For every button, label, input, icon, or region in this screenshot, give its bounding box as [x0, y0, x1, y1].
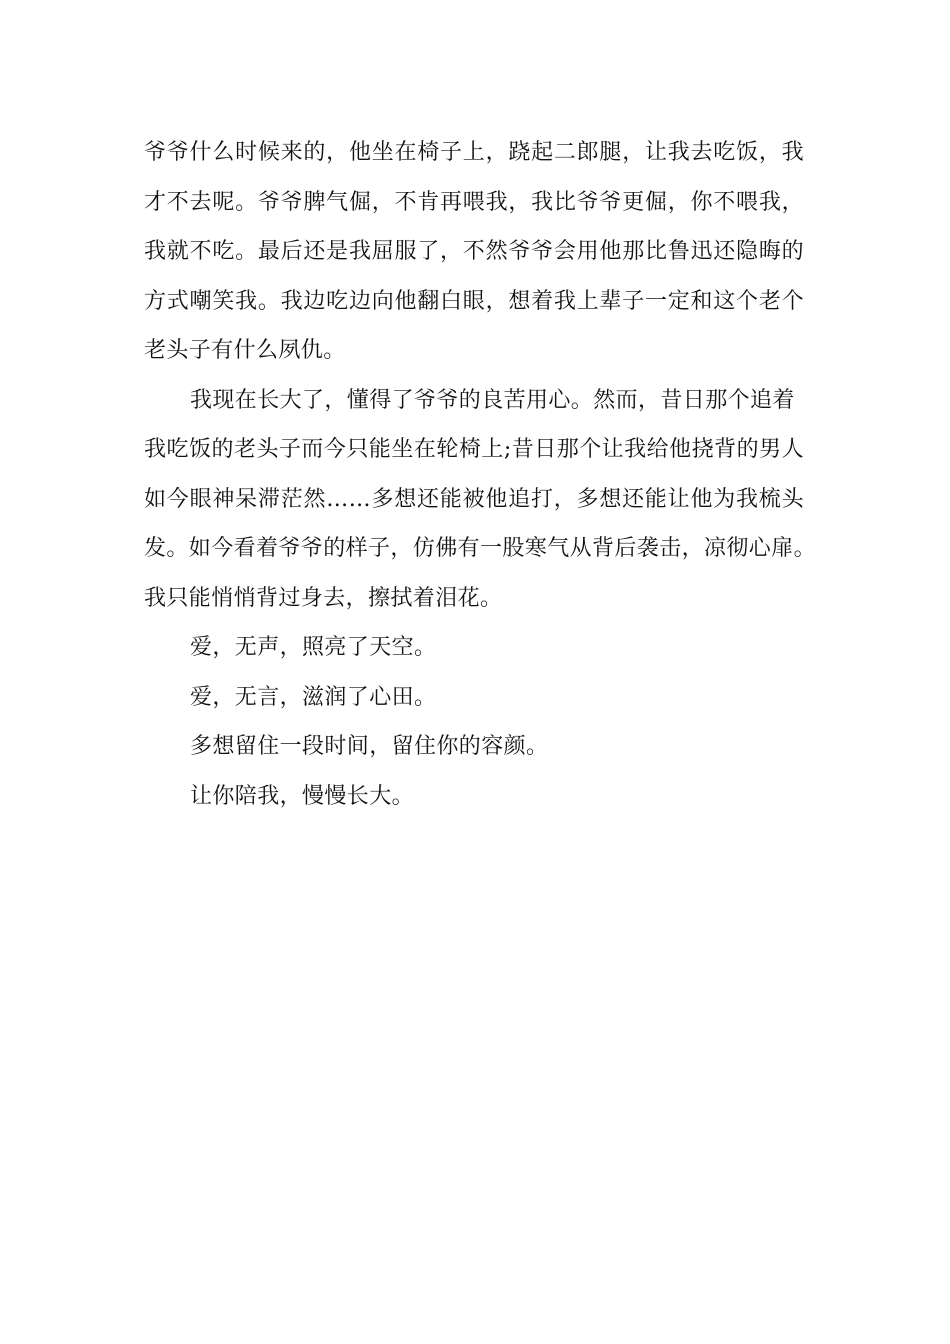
- poem-line: 爱，无言，滋润了心田。: [190, 684, 437, 710]
- paragraph-1-line: 方式嘲笑我。我边吃边向他翻白眼，想着我上辈子一定和这个老个: [144, 288, 804, 314]
- poem-line: 让你陪我，慢慢长大。: [190, 783, 415, 809]
- paragraph-2-line: 发。如今看着爷爷的样子，仿佛有一股寒气从背后袭击，凉彻心扉。: [144, 536, 817, 561]
- paragraph-2-line: 如今眼神呆滞茫然……多想还能被他追打，多想还能让他为我梳头: [144, 486, 804, 512]
- poem-line: 多想留住一段时间，留住你的容颜。: [190, 734, 549, 759]
- paragraph-1-line: 爷爷什么时候来的，他坐在椅子上，跷起二郎腿，让我去吃饭，我: [144, 140, 804, 165]
- paragraph-1-line: 才不去呢。爷爷脾气倔，不肯再喂我，我比爷爷更倔，你不喂我，: [144, 189, 804, 215]
- paragraph-1-line: 我就不吃。最后还是我屈服了，不然爷爷会用他那比鲁迅还隐晦的: [144, 239, 804, 264]
- paragraph-1-line: 老头子有什么夙仇。: [144, 338, 346, 363]
- poem-line: 爱，无声，照亮了天空。: [190, 635, 437, 660]
- paragraph-2-line: 我只能悄悄背过身去，擦拭着泪花。: [144, 585, 503, 611]
- paragraph-2: [144, 379, 834, 627]
- paragraph-1: [144, 131, 834, 379]
- paragraph-2-line: 我吃饭的老头子而今只能坐在轮椅上;昔日那个让我给他挠背的男人: [144, 437, 804, 462]
- poem: [144, 626, 834, 824]
- document-body: [144, 131, 834, 824]
- paragraph-2-line: 我现在长大了，懂得了爷爷的良苦用心。然而，昔日那个追着: [190, 387, 795, 413]
